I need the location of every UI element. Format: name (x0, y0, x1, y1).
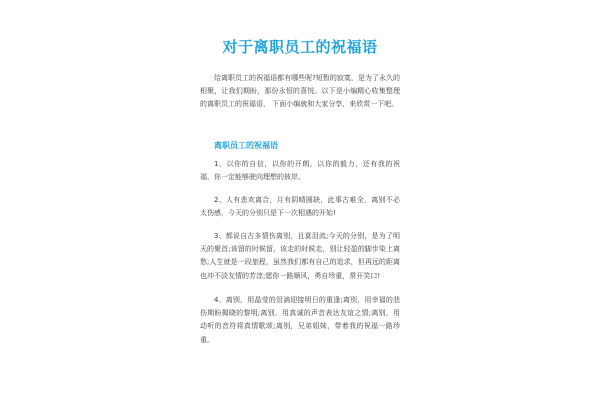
section-heading: 离职员工的祝福语 (214, 141, 278, 150)
paragraph-4: 4、离别，用晶莹的泪滴迎接明日的重逢;离别，用幸福的悲伤期盼揭晓的黎明;离别，用真诚的声音表达友谊之情;离别，用动听的音符将真情歌颂;离别，兄弟姐妹，带着我的祝福一路珍重。 (200, 296, 400, 344)
intro-paragraph: 给离职员工的祝福语都有哪些呢?短暂的寂寞，是为了永久的相聚，让我们期盼，那份永恒的喜悦。以下是小编精心收集整理的离职员工的祝福语， 下面小编就和大家分享，来欣赏一下吧。 (200, 74, 400, 109)
paragraph-2: 2、人有悲欢离合，月有阴晴圆缺，此事古难全，离别不必太伤感，今天的分别只是下一次相遇的开始! (200, 196, 400, 218)
page-title: 对于离职员工的祝福语 (222, 38, 378, 56)
paragraph-3: 3、都说自古多情伤离别，且莫泪流;今天的分别，是为了明天的聚首;该留的时候留，该走的时候走，别让轻盈的脚步染上离愁;人生就是一段旅程，虽然我们都有自己的追求，但再远的距离也冲不淡友情的芳淳;愿你一路顺风，勇自珍重，常开笑口! (200, 232, 400, 280)
paragraph-1: 1、以你的自信，以你的开朗，以你的毅力，还有我的祝福，你一定能够驶向理想的彼岸。 (200, 160, 400, 182)
